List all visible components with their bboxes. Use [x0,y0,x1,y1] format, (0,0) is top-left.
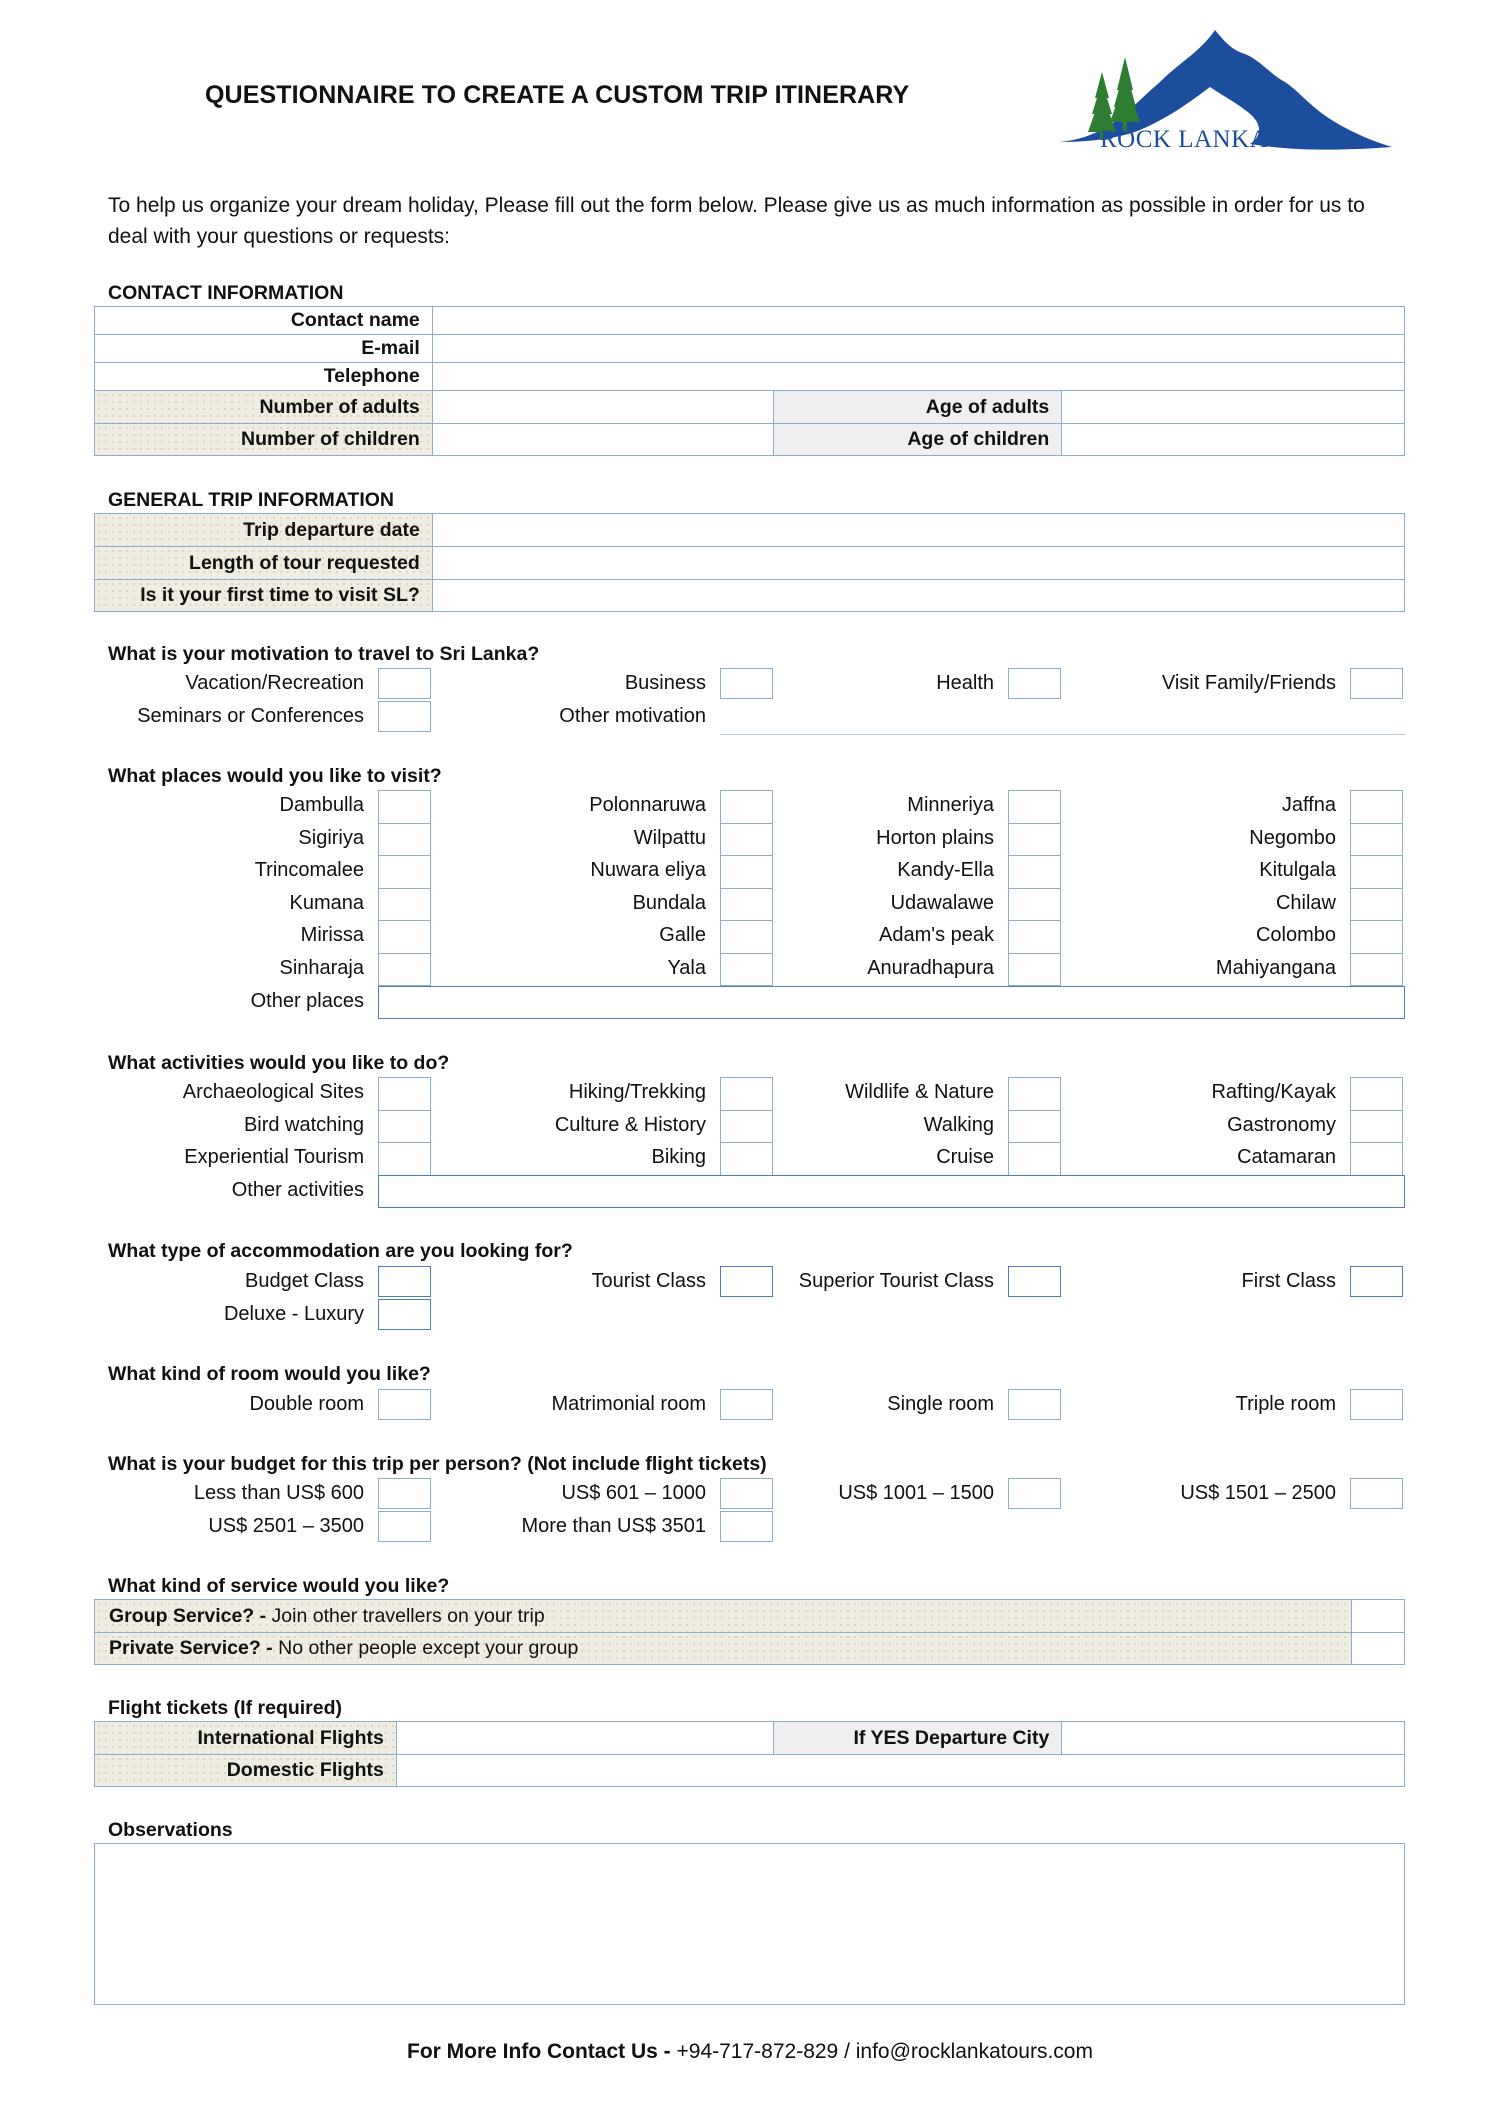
place-label: Mirissa [300,924,364,946]
logo-text: ROCK LANKA [1100,126,1269,153]
seminars-checkbox[interactable] [378,701,431,732]
place-label: Dambulla [279,794,364,816]
other-motivation-field[interactable] [720,734,1405,735]
telephone-label: Telephone [95,363,433,391]
first-class-checkbox[interactable] [1350,1266,1403,1297]
length-label: Length of tour requested [95,547,433,580]
page-title: QUESTIONNAIRE TO CREATE A CUSTOM TRIP ITINERARY [205,81,910,109]
age-adults-field[interactable] [1062,391,1405,424]
triple-room-checkbox[interactable] [1350,1389,1403,1420]
option-label: Single room [887,1393,994,1415]
telephone-field[interactable] [432,363,1404,391]
option-label: US$ 1501 – 2500 [1180,1482,1336,1504]
vacation-checkbox[interactable] [378,668,431,699]
place-label: Sinharaja [279,956,364,979]
activity-checkbox[interactable] [378,1110,431,1144]
tourist-class-checkbox[interactable] [720,1266,773,1297]
room-question: What kind of room would you like? [108,1363,431,1385]
place-label: Polonnaruwa [589,794,706,816]
deluxe-checkbox[interactable] [378,1299,431,1330]
place-label: Nuwara eliya [590,859,706,881]
activity-label: Cruise [936,1146,994,1168]
activity-checkbox[interactable] [720,1142,773,1176]
option-label: Visit Family/Friends [1161,672,1336,694]
place-checkbox[interactable] [720,888,773,922]
email-field[interactable] [432,335,1404,363]
service-question: What kind of service would you like? [108,1575,450,1597]
num-children-field[interactable] [432,424,774,456]
budget-question: What is your budget for this trip per person? (Not include flight tickets) [108,1453,767,1475]
footer-contact: +94-717-872-829 / info@rocklankatours.com [676,2040,1093,2063]
first-time-field[interactable] [432,580,1404,612]
place-checkbox[interactable] [378,790,431,824]
contact-name-field[interactable] [432,307,1404,335]
group-service-checkbox[interactable] [1352,1600,1405,1633]
single-room-checkbox[interactable] [1008,1389,1061,1420]
place-checkbox[interactable] [378,953,431,987]
departure-city-label: If YES Departure City [774,1722,1062,1755]
activity-label: Biking [651,1146,706,1168]
place-checkbox[interactable] [1350,888,1403,922]
num-adults-label: Number of adults [95,391,433,424]
activity-label: Bird watching [243,1113,364,1136]
footer-label: For More Info Contact Us - [407,2040,671,2063]
group-service-title: Group Service? - [109,1604,267,1627]
budget-1000-checkbox[interactable] [720,1478,773,1509]
departure-field[interactable] [432,514,1404,547]
activity-checkbox[interactable] [1008,1142,1061,1176]
option-label: Other motivation [559,705,706,727]
place-checkbox[interactable] [1008,790,1061,824]
other-places-label: Other places [250,990,364,1012]
place-checkbox[interactable] [720,790,773,824]
option-label: Vacation/Recreation [185,672,364,694]
activity-label: Hiking/Trekking [568,1081,706,1103]
email-label: E-mail [95,335,433,363]
budget-2500-checkbox[interactable] [1350,1478,1403,1509]
place-label: Trincomalee [254,859,364,881]
activity-checkbox[interactable] [1350,1077,1403,1111]
place-label: Yala [667,956,706,979]
other-activities-label: Other activities [231,1179,364,1201]
budget-1500-checkbox[interactable] [1008,1478,1061,1509]
place-label: Colombo [1255,924,1336,946]
age-children-label: Age of children [774,424,1062,456]
intro-text: To help us organize your dream holiday, Please fill out the form below. Please give us as much information as possible in order for us to deal with your questions or requests: [108,194,1365,248]
private-service-desc: No other people except your group [278,1637,579,1659]
activity-checkbox[interactable] [720,1077,773,1111]
activity-label: Walking [923,1113,994,1136]
place-label: Horton plains [876,826,994,849]
visit-family-checkbox[interactable] [1350,668,1403,699]
place-checkbox[interactable] [720,855,773,889]
place-label: Minneriya [907,794,994,816]
option-label: Seminars or Conferences [137,705,364,727]
activity-label: Catamaran [1237,1146,1336,1168]
place-label: Wilpattu [633,826,706,849]
first-time-label: Is it your first time to visit SL? [95,580,433,612]
matrimonial-room-checkbox[interactable] [720,1389,773,1420]
option-label: Health [936,672,994,694]
place-checkbox[interactable] [1350,823,1403,857]
place-label: Negombo [1249,826,1336,849]
international-flights-field[interactable] [396,1722,774,1755]
option-label: Double room [249,1393,364,1415]
place-label: Kandy-Ella [897,859,994,881]
option-label: First Class [1241,1270,1336,1292]
private-service-label [95,1633,1352,1665]
contact-table [94,306,1405,456]
activity-label: Experiential Tourism [184,1146,364,1168]
place-label: Anuradhapura [867,956,994,979]
option-label: More than US$ 3501 [521,1515,706,1537]
flights-heading: Flight tickets (If required) [108,1697,343,1719]
budget-600-checkbox[interactable] [378,1478,431,1509]
activity-label: Culture & History [554,1113,706,1136]
activities-question: What activities would you like to do? [108,1052,450,1074]
international-flights-label: International Flights [95,1722,397,1755]
place-checkbox[interactable] [1350,790,1403,824]
contact-heading: CONTACT INFORMATION [108,282,344,304]
place-checkbox[interactable] [378,823,431,857]
age-adults-label: Age of adults [774,391,1062,424]
length-field[interactable] [432,547,1404,580]
group-service-label [95,1600,1352,1633]
num-adults-field[interactable] [432,391,774,424]
superior-tourist-checkbox[interactable] [1008,1266,1061,1297]
group-service-desc: Join other travellers on your trip [271,1604,545,1627]
option-label: US$ 2501 – 3500 [208,1515,364,1537]
place-label: Bundala [632,891,706,914]
domestic-flights-field[interactable] [396,1755,1404,1787]
place-checkbox[interactable] [1350,953,1403,987]
place-checkbox[interactable] [378,920,431,954]
activity-label: Rafting/Kayak [1211,1081,1336,1103]
place-label: Jaffna [1281,794,1336,816]
budget-3501-checkbox[interactable] [720,1511,773,1542]
observations-textarea[interactable] [94,1843,1405,2005]
place-checkbox[interactable] [378,888,431,922]
age-children-field[interactable] [1062,424,1405,456]
activity-label: Archaeological Sites [182,1081,364,1103]
accommodation-question: What type of accommodation are you looking for? [108,1240,573,1262]
option-label: Superior Tourist Class [798,1270,994,1292]
place-checkbox[interactable] [1008,953,1061,987]
option-label: US$ 601 – 1000 [561,1482,706,1504]
activity-checkbox[interactable] [720,1110,773,1144]
place-label: Adam's peak [879,924,994,946]
other-places-field[interactable] [378,986,1405,1019]
activity-checkbox[interactable] [1350,1110,1403,1144]
departure-label: Trip departure date [95,514,433,547]
budget-3500-checkbox[interactable] [378,1511,431,1542]
place-label: Chilaw [1275,891,1336,914]
place-checkbox[interactable] [1008,855,1061,889]
places-question: What places would you like to visit? [108,765,442,787]
option-label: US$ 1001 – 1500 [838,1482,994,1504]
logo [1050,22,1395,157]
domestic-flights-label: Domestic Flights [95,1755,397,1787]
place-label: Galle [659,924,706,946]
footer [0,2040,1500,2064]
place-checkbox[interactable] [720,920,773,954]
option-label: Deluxe - Luxury [223,1303,364,1325]
option-label: Matrimonial room [551,1393,706,1415]
double-room-checkbox[interactable] [378,1389,431,1420]
activity-checkbox[interactable] [1008,1110,1061,1144]
general-heading: GENERAL TRIP INFORMATION [108,489,395,511]
health-checkbox[interactable] [1008,668,1061,699]
activity-checkbox[interactable] [1008,1077,1061,1111]
observations-heading: Observations [108,1819,233,1841]
business-checkbox[interactable] [720,668,773,699]
place-checkbox[interactable] [1350,855,1403,889]
general-table [94,513,1405,612]
activity-checkbox[interactable] [378,1077,431,1111]
place-checkbox[interactable] [1008,888,1061,922]
private-service-checkbox[interactable] [1352,1633,1405,1665]
num-children-label: Number of children [95,424,433,456]
contact-name-label: Contact name [95,307,433,335]
budget-class-checkbox[interactable] [378,1266,431,1297]
service-table [94,1599,1405,1665]
departure-city-field[interactable] [1062,1722,1405,1755]
place-label: Mahiyangana [1215,956,1336,979]
activity-checkbox[interactable] [1350,1142,1403,1176]
place-checkbox[interactable] [720,953,773,987]
activity-label: Wildlife & Nature [845,1081,994,1103]
place-label: Sigiriya [298,826,364,849]
place-checkbox[interactable] [1008,823,1061,857]
place-label: Kitulgala [1259,859,1336,881]
option-label: Budget Class [245,1270,364,1292]
place-label: Kumana [289,891,364,914]
place-checkbox[interactable] [720,823,773,857]
place-checkbox[interactable] [1008,920,1061,954]
option-label: Less than US$ 600 [193,1482,364,1504]
place-checkbox[interactable] [1350,920,1403,954]
place-label: Udawalawe [890,891,994,914]
option-label: Triple room [1235,1393,1336,1415]
activity-checkbox[interactable] [378,1142,431,1176]
option-label: Business [624,672,706,694]
option-label: Tourist Class [591,1270,706,1292]
other-activities-field[interactable] [378,1175,1405,1208]
private-service-title: Private Service? - [109,1637,273,1659]
motivation-question: What is your motivation to travel to Sri Lanka? [108,643,540,665]
flights-table [94,1721,1405,1787]
place-checkbox[interactable] [378,855,431,889]
activity-label: Gastronomy [1227,1113,1336,1136]
